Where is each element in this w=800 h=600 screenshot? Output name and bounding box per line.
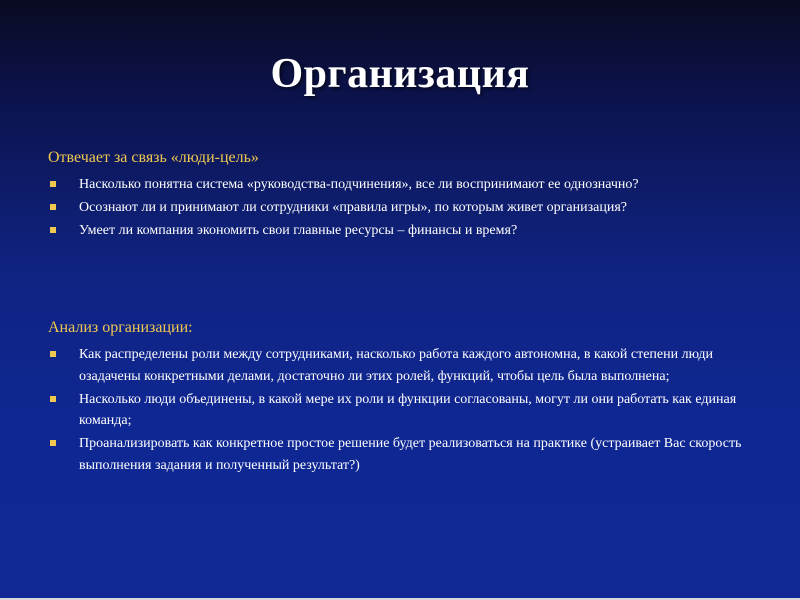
bullet-list-analysis xyxy=(48,344,763,478)
square-bullet-icon xyxy=(50,181,56,187)
section-heading-analysis: Анализ организации: xyxy=(48,319,193,336)
bullet-list-goal-link xyxy=(48,174,763,243)
square-bullet-icon xyxy=(50,351,56,357)
list-item xyxy=(48,220,763,242)
list-item xyxy=(48,197,763,219)
bullet-text: Как распределены роли между сотрудниками, насколько работа каждого автономна, в какой степени люди озадачены конкретными делами, достаточно ли этих ролей, функций, чтобы цель была выполнена; xyxy=(79,347,713,384)
square-bullet-icon xyxy=(50,440,56,446)
list-item xyxy=(48,174,763,196)
square-bullet-icon xyxy=(50,227,56,233)
slide-title: Организация xyxy=(270,51,530,97)
square-bullet-icon xyxy=(50,204,56,210)
list-item xyxy=(48,433,763,476)
bullet-text: Насколько люди объединены, в какой мере их роли и функции согласованы, могут ли они работать как единая команда; xyxy=(79,391,737,428)
bullet-text: Насколько понятна система «руководства-подчинения», все ли воспринимают ее однозначно? xyxy=(79,177,639,192)
bullet-text: Умеет ли компания экономить свои главные ресурсы – финансы и время? xyxy=(79,223,518,238)
list-item xyxy=(48,344,763,387)
square-bullet-icon xyxy=(50,396,56,402)
list-item xyxy=(48,389,763,432)
section-heading-goal-link: Отвечает за связь «люди-цель» xyxy=(48,149,259,166)
bullet-text: Проанализировать как конкретное простое решение будет реализоваться на практике (устраивает Вас скорость выполнения задания и полученный результат?) xyxy=(79,436,742,473)
bullet-text: Осознают ли и принимают ли сотрудники «правила игры», по которым живет организация? xyxy=(79,200,627,215)
